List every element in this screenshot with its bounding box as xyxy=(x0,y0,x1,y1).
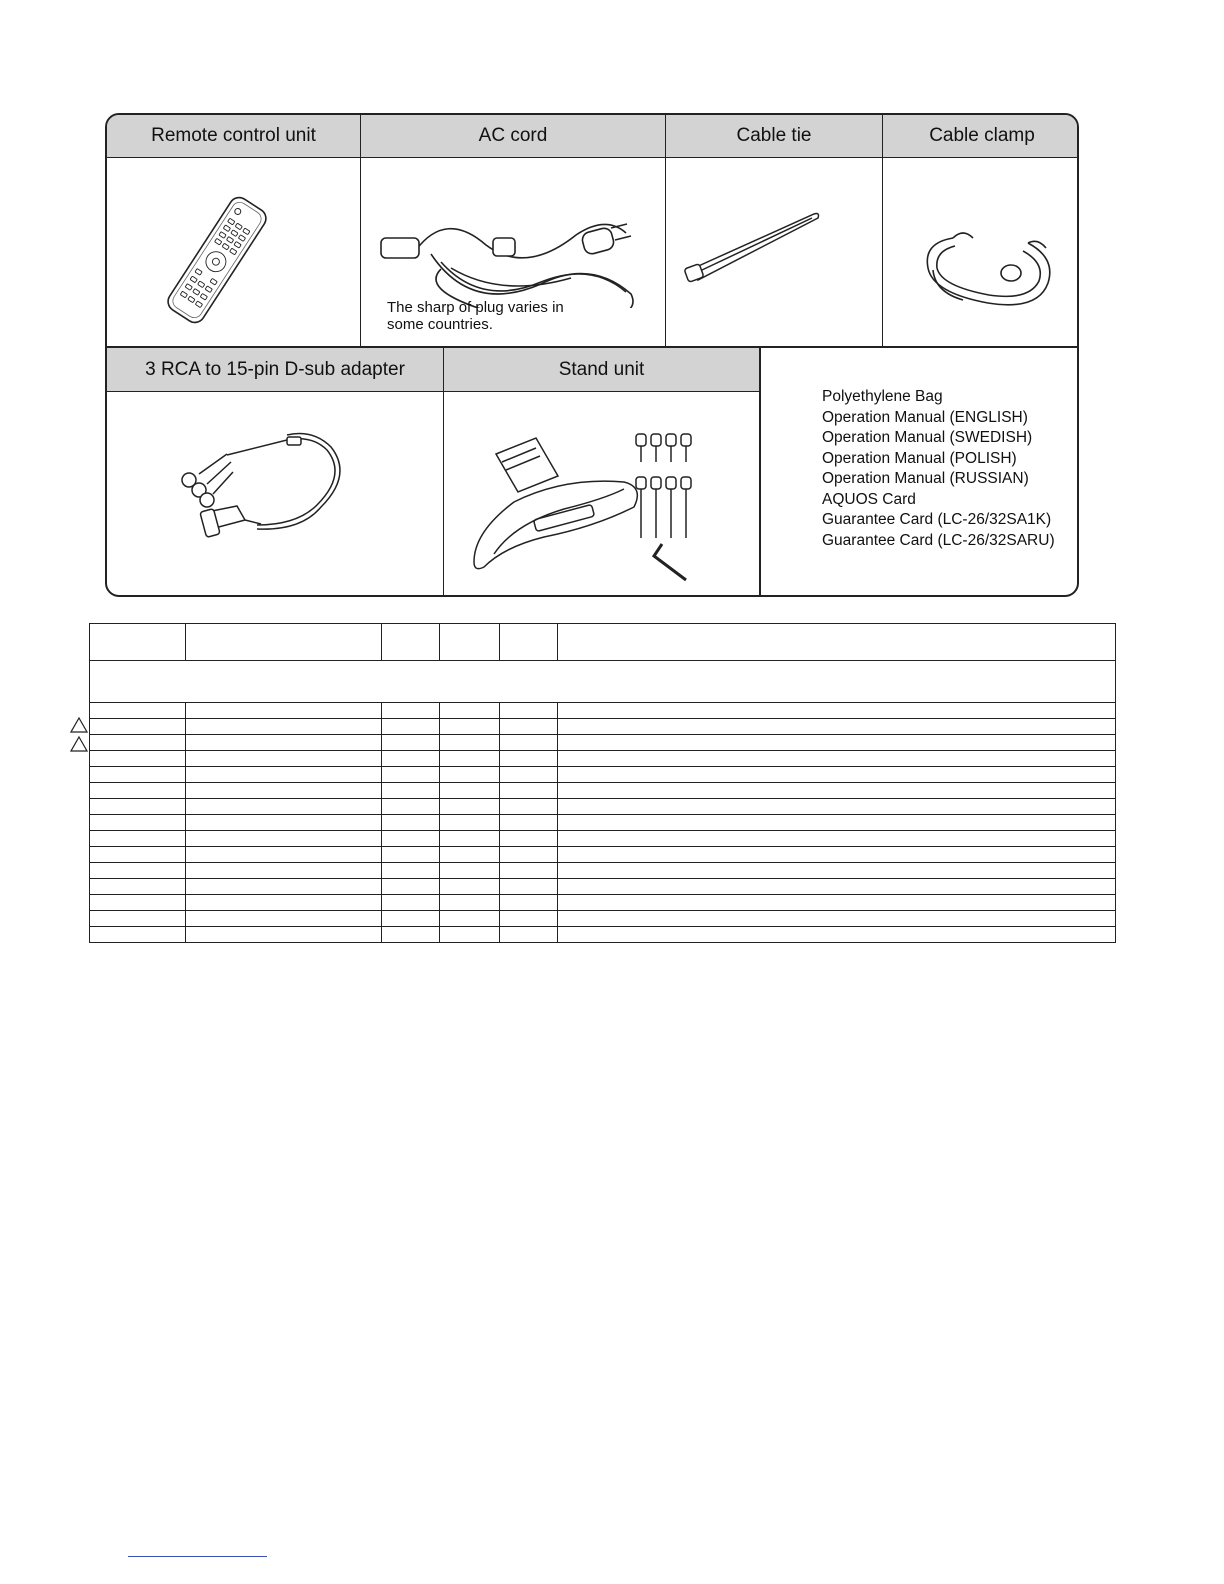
accessories-panel xyxy=(105,113,1079,597)
document-item: Operation Manual (SWEDISH) xyxy=(822,429,1033,446)
document-item: Guarantee Card (LC-26/32SA1K) xyxy=(822,511,1052,528)
ac-cord-cell xyxy=(361,158,666,346)
ac-cord-note-line: some countries. xyxy=(387,316,493,333)
ac-cord-title: AC cord xyxy=(478,125,548,146)
table-row xyxy=(90,927,1116,943)
documents-list xyxy=(822,387,1055,551)
table-row xyxy=(90,879,1116,895)
table-row xyxy=(90,719,1116,735)
header-stand xyxy=(444,348,760,392)
remote-cell xyxy=(107,158,361,346)
stand-cell xyxy=(444,392,760,597)
footer-rule xyxy=(128,1556,267,1557)
ac-cord-icon xyxy=(361,158,661,308)
cable-tie-cell xyxy=(666,158,883,346)
adapter-cell xyxy=(107,392,444,597)
table-row xyxy=(90,751,1116,767)
document-item: Operation Manual (RUSSIAN) xyxy=(822,470,1029,487)
cable-clamp-icon xyxy=(883,158,1079,344)
header-cable-clamp xyxy=(883,115,1079,158)
table-row xyxy=(90,783,1116,799)
table-section-row xyxy=(90,661,1116,703)
cable-tie-icon xyxy=(666,158,880,344)
documents-cell xyxy=(760,348,1079,597)
table-row xyxy=(90,831,1116,847)
ac-cord-note xyxy=(387,299,564,333)
table-row xyxy=(90,815,1116,831)
adapter-icon xyxy=(107,392,441,597)
document-item: AQUOS Card xyxy=(822,490,916,508)
document-item: Operation Manual (POLISH) xyxy=(822,449,1017,467)
warning-triangle-icon xyxy=(70,716,88,754)
remote-title: Remote control unit xyxy=(151,125,316,146)
header-remote-control xyxy=(107,115,361,158)
table-row xyxy=(90,847,1116,863)
table-header-row xyxy=(90,624,1116,661)
header-cable-tie xyxy=(666,115,883,158)
cable-tie-title: Cable tie xyxy=(736,125,812,146)
ac-cord-note-line: The sharp of plug varies in xyxy=(387,299,564,316)
document-item: Polyethylene Bag xyxy=(822,388,943,405)
cable-clamp-title: Cable clamp xyxy=(929,125,1035,146)
adapter-title: 3 RCA to 15-pin D-sub adapter xyxy=(145,358,405,380)
table-row xyxy=(90,767,1116,783)
stand-icon xyxy=(444,392,758,597)
parts-table xyxy=(89,623,1116,943)
remote-control-icon xyxy=(107,158,357,344)
stand-title: Stand unit xyxy=(558,358,645,380)
table-row xyxy=(90,735,1116,751)
table-row xyxy=(90,799,1116,815)
cable-clamp-cell xyxy=(883,158,1079,346)
header-adapter xyxy=(107,348,444,392)
table-row xyxy=(90,703,1116,719)
document-item: Guarantee Card (LC-26/32SARU) xyxy=(822,531,1055,549)
table-row xyxy=(90,895,1116,911)
header-ac-cord xyxy=(361,115,666,158)
document-item: Operation Manual (ENGLISH) xyxy=(822,408,1028,426)
table-row xyxy=(90,863,1116,879)
table-row xyxy=(90,911,1116,927)
